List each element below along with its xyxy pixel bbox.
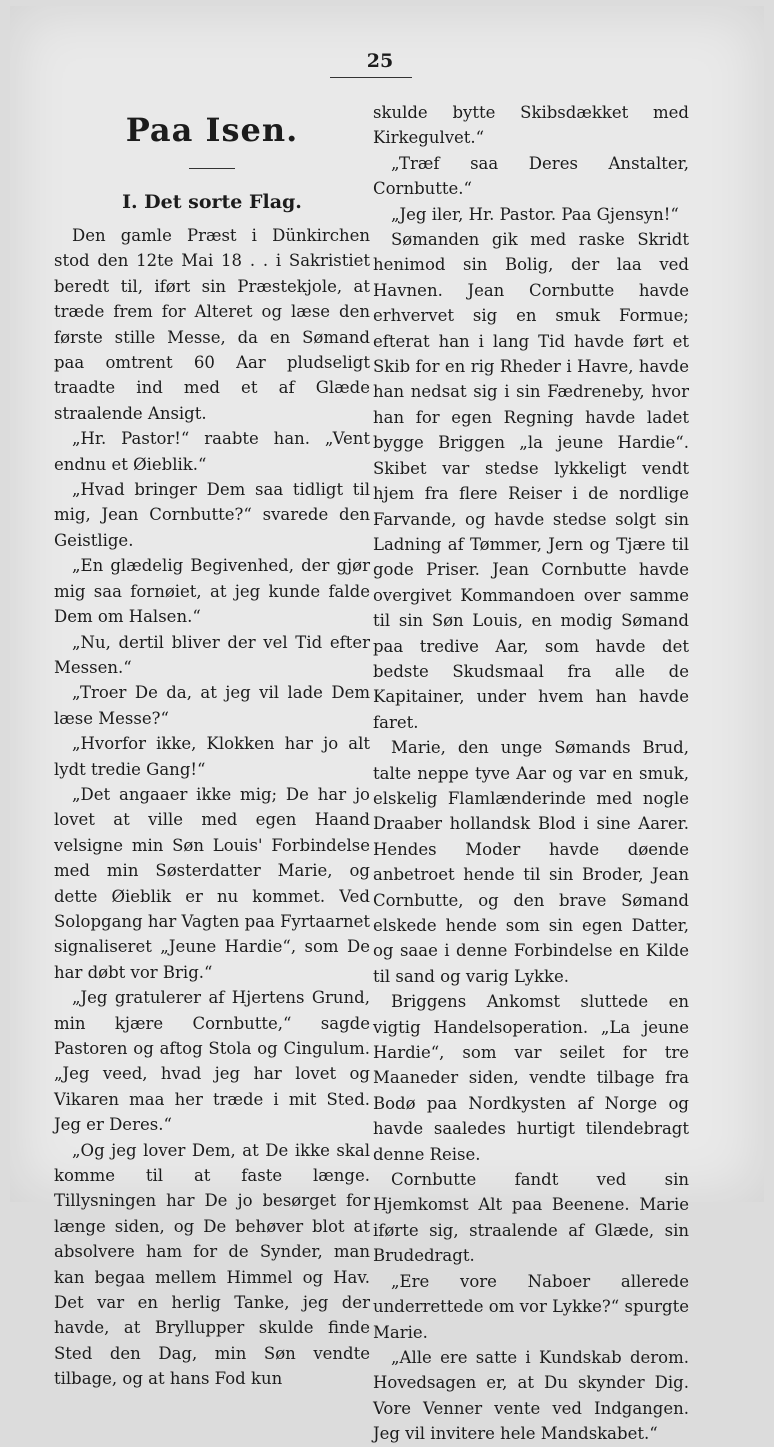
book-page [10, 6, 764, 1444]
paragraph: „En glædelig Begivenhed, der gjør mig saa fornøiet, at jeg kunde falde Dem om Halsen.“ [54, 556, 370, 627]
paragraph: „Træf saa Deres Anstalter, Cornbutte.“ [373, 153, 689, 199]
paragraph: „Ere vore Naboer allerede underrettede om vor Lykke?“ spurgte Marie. [373, 1271, 689, 1342]
paragraph: „Troer De da, at jeg vil lade Dem læse Messe?“ [54, 683, 370, 728]
paragraph: Cornbutte fandt ved sin Hjemkomst Alt paa Beenene. Marie iførte sig, straalende af Glæde, sin Brudedragt. [373, 1170, 689, 1266]
paragraph: „Hr. Pastor!“ raabte han. „Vent endnu et Øieblik.“ [54, 429, 370, 474]
story-title: Paa Isen. [125, 111, 299, 149]
paragraph: Briggens Ankomst sluttede en vigtig Handelsoperation. „La jeune Hardie“, som var seilet for tre Maaneder siden, vendte tilbage fra Bodø paa Nordkysten af Norge og havde saaledes hurtigt tilendebragt denne Reise. [373, 992, 689, 1164]
paragraph: „Jeg iler, Hr. Pastor. Paa Gjensyn!“ [391, 204, 679, 224]
paragraph: Den gamle Præst i Dünkirchen stod den 12te Mai 18 . . i Sakristiet beredt til, iført sin Præstekjole, at træde frem for Alteret og læse den første stille Messe, da en Sømand paa omtrent 60 Aar pludseligt traadte ind med et af Glæde straalende Ansigt. [54, 226, 370, 423]
paragraph: Sømanden gik med raske Skridt henimod sin Bolig, der laa ved Havnen. Jean Cornbutte havde erhvervet sig en smuk Formue; efterat han i lang Tid havde ført et Skib for en rig Rheder i Havre, havde han nedsat sig i sin Fædreneby, hvor han for egen Regning havde ladet bygge Briggen „la jeune Hardie“. Skibet var stedse lykkeligt vendt hjem fra flere Reiser i de nordlige Farvande, og havde stedse solgt sin Ladning af Tømmer, Jern og Tjære til gode Priser. Jean Cornbutte havde overgivet Kommandoen over samme til sin Søn Louis, en modig Sømand paa tredive Aar, som havde det bedste Skudsmaal fra alle de Kapitainer, under hvem han havde faret. [373, 230, 689, 732]
left-column [54, 100, 370, 1392]
paragraph: „Og jeg lover Dem, at De ikke skal komme til at faste længe. Tillysningen har De jo besørget for længe siden, og De behøver blot at absolvere ham for de Synder, man kan begaa mellem Himmel og Hav. Det var en herlig Tanke, jeg der havde, at Bryllupper skulde finde Sted den Dag, min Søn vendte tilbage, og at hans Fod kun [54, 1140, 370, 1389]
paragraph: „Nu, dertil bliver der vel Tid efter Messen.“ [54, 632, 370, 677]
paragraph: „Det angaaer ikke mig; De har jo lovet at ville med egen Haand velsigne min Søn Louis' Forbindelse med min Søsterdatter Marie, og dette Øieblik er nu kommet. Ved Solopgang har Vagten paa Fyrtaarnet signaliseret „Jeune Hardie“, som De har døbt vor Brig.“ [54, 784, 370, 982]
paragraph: Marie, den unge Sømands Brud, talte neppe tyve Aar og var en smuk, elskelig Flamlænderinde med nogle Draaber hollandsk Blod i sine Aarer. Hendes Moder havde døende anbetroet hende til sin Broder, Jean Cornbutte, og den brave Sømand elskede hende som sin egen Datter, og saae i denne Forbindelse en Kilde til sand og varig Lykke. [373, 738, 689, 986]
paragraph: „Jeg gratulerer af Hjertens Grund, min kjære Cornbutte,“ sagde Pastoren og aftog Stola og Cingulum. „Jeg veed, hvad jeg har lovet og Vikaren maa her træde i mit Sted. Jeg er Deres.“ [54, 988, 370, 1135]
title-divider [189, 168, 235, 169]
paragraph: „Hvorfor ikke, Klokken har jo alt lydt tredie Gang!“ [54, 734, 370, 779]
paragraph-continued: skulde bytte Skibsdækket med Kirkegulvet.“ [373, 103, 689, 148]
paragraph: „Hvad bringer Dem saa tidligt til mig, Jean Cornbutte?“ svarede den Geistlige. [54, 480, 370, 550]
header-rule [330, 77, 412, 78]
right-column [373, 100, 689, 1447]
paragraph: „Alle ere satte i Kundskab derom. Hovedsagen er, at Du skynder Dig. Vore Venner vente ved Indgangen. Jeg vil invitere hele Mandskabet.“ [373, 1347, 689, 1444]
page-number: 25 [366, 50, 394, 72]
chapter-heading: I. Det sorte Flag. [122, 191, 302, 213]
